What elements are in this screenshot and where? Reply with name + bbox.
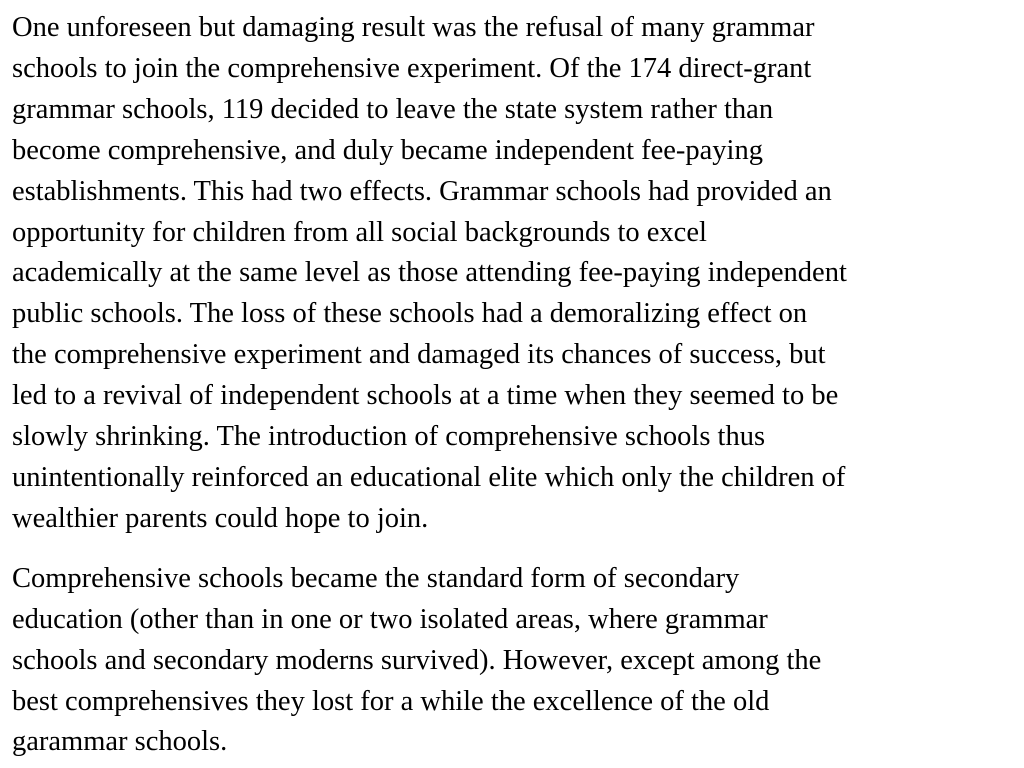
text-line: schools and secondary moderns survived). However, except among the [12, 644, 822, 676]
text-line: garammar schools. [12, 726, 228, 758]
text-line: education (other than in one or two isolated areas, where grammar [12, 603, 768, 635]
text-line: establishments. This had two effects. Grammar schools had provided an [12, 175, 832, 207]
text-line: opportunity for children from all social backgrounds to excel [12, 216, 707, 248]
text-line: unintentionally reinforced an educational elite which only the children of [12, 461, 846, 493]
text-line: led to a revival of independent schools at a time when they seemed to be [12, 380, 839, 412]
text-line: become comprehensive, and duly became independent fee-paying [12, 134, 763, 166]
text-line: Comprehensive schools became the standard form of secondary [12, 562, 740, 594]
text-line: slowly shrinking. The introduction of comprehensive schools thus [12, 421, 766, 453]
text-line: public schools. The loss of these schools had a demoralizing effect on [12, 298, 808, 330]
text-line: One unforeseen but damaging result was the refusal of many grammar [12, 12, 815, 43]
text-line: the comprehensive experiment and damaged its chances of success, but [12, 339, 826, 371]
text-line: best comprehensives they lost for a while the excellence of the old [12, 685, 770, 717]
text-line: grammar schools, 119 decided to leave the state system rather than [12, 93, 774, 125]
text-line: schools to join the comprehensive experiment. Of the 174 direct-grant [12, 52, 812, 84]
text-line: wealthier parents could hope to join. [12, 502, 429, 534]
paragraph-2 [12, 559, 1012, 764]
text-line: academically at the same level as those attending fee-paying independent [12, 257, 847, 289]
document-page [12, 8, 1012, 763]
paragraph-1 [12, 8, 1012, 540]
